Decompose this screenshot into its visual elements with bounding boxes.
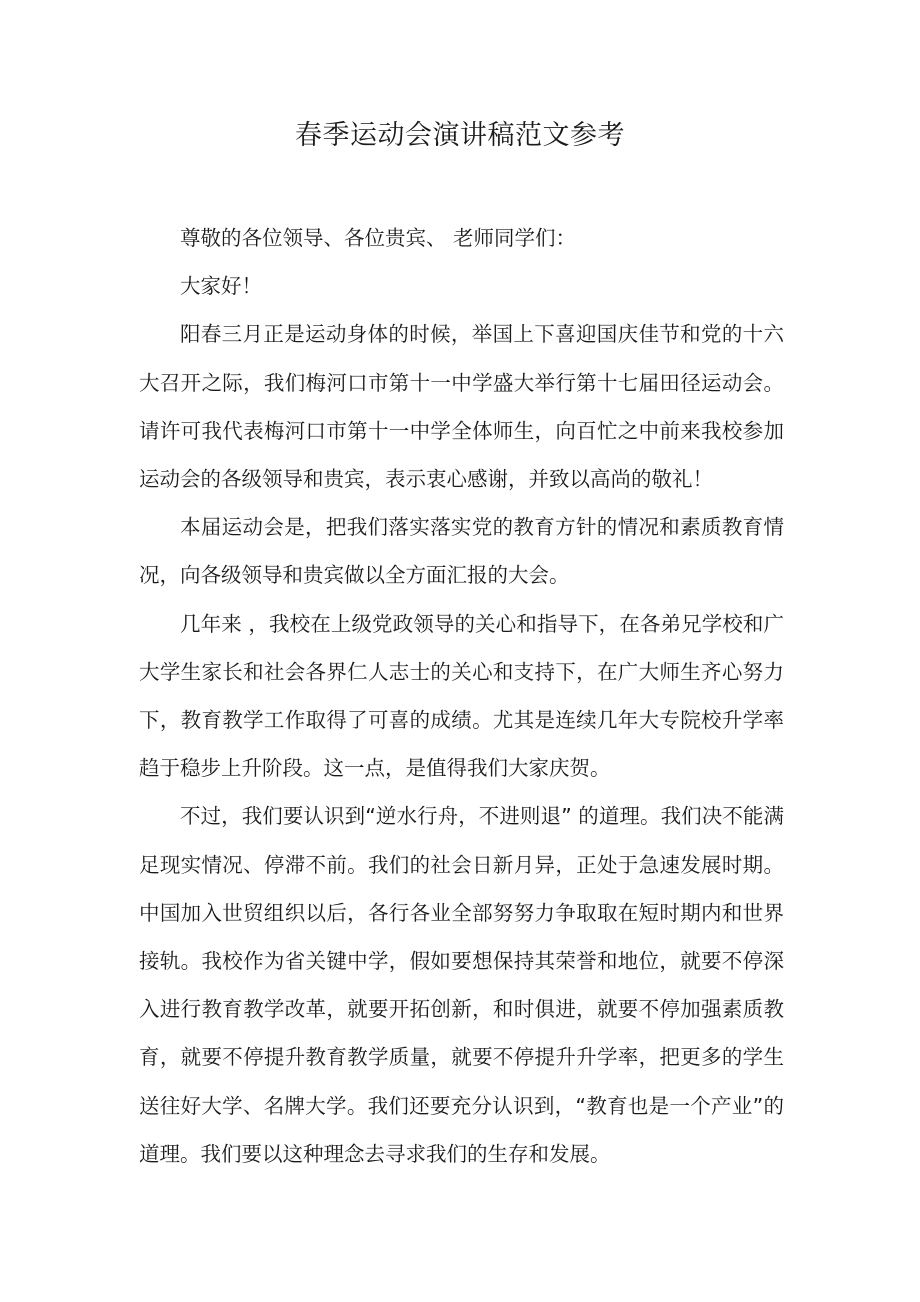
salutation-paragraph: 尊敬的各位领导、各位贵宾、 老师同学们： [180, 226, 577, 250]
body-paragraph-1: 阳春三月正是运动身体的时候，举国上下喜迎国庆佳节和党的十六大召开之际，我们梅河口市第十一中学盛大举行第十七届田径运动会。请许可我代表梅河口市第十一中学全体师生，向百忙之中前来我校参加运动会的各级领导和贵宾，表示衷心感谢，并致以高尚的敬礼！ [139, 322, 784, 492]
document-body [139, 214, 784, 1178]
greeting-paragraph: 大家好！ [180, 274, 262, 299]
body-paragraph-4: 不过，我们要认识到“逆水行舟，不进则退” 的道理。我们决不能满足现实情况、停滞不前。我们的社会日新月异，正处于急速发展时期。中国加入世贸组织以后，各行各业全部努努力争取取在短时期内和世界接轨。我校作为省关键中学，假如要想保持其荣誉和地位，就要不停深入进行教育教学改革，就要开拓创新，和时俱进，就要不停加强素质教育，就要不停提升教育教学质量，就要不停提升升学率，把更多的学生送往好大学、名牌大学。我们还要充分认识到，“教育也是一个产业”的道理。我们要以这种理念去寻求我们的生存和发展。 [139, 804, 784, 1166]
body-paragraph-2: 本届运动会是，把我们落实落实党的教育方针的情况和素质教育情况，向各级领导和贵宾做以全方面汇报的大会。 [139, 515, 784, 588]
body-paragraph-3: 几年来 ，我校在上级党政领导的关心和指导下，在各弟兄学校和广大学生家长和社会各界仁人志士的关心和支持下，在广大师生齐心努力下，教育教学工作取得了可喜的成绩。尤其是连续几年大专院校升学率趋于稳步上升阶段。这一点，是值得我们大家庆贺。 [139, 611, 784, 781]
document-title: 春季运动会演讲稿范文参考 [295, 120, 625, 151]
